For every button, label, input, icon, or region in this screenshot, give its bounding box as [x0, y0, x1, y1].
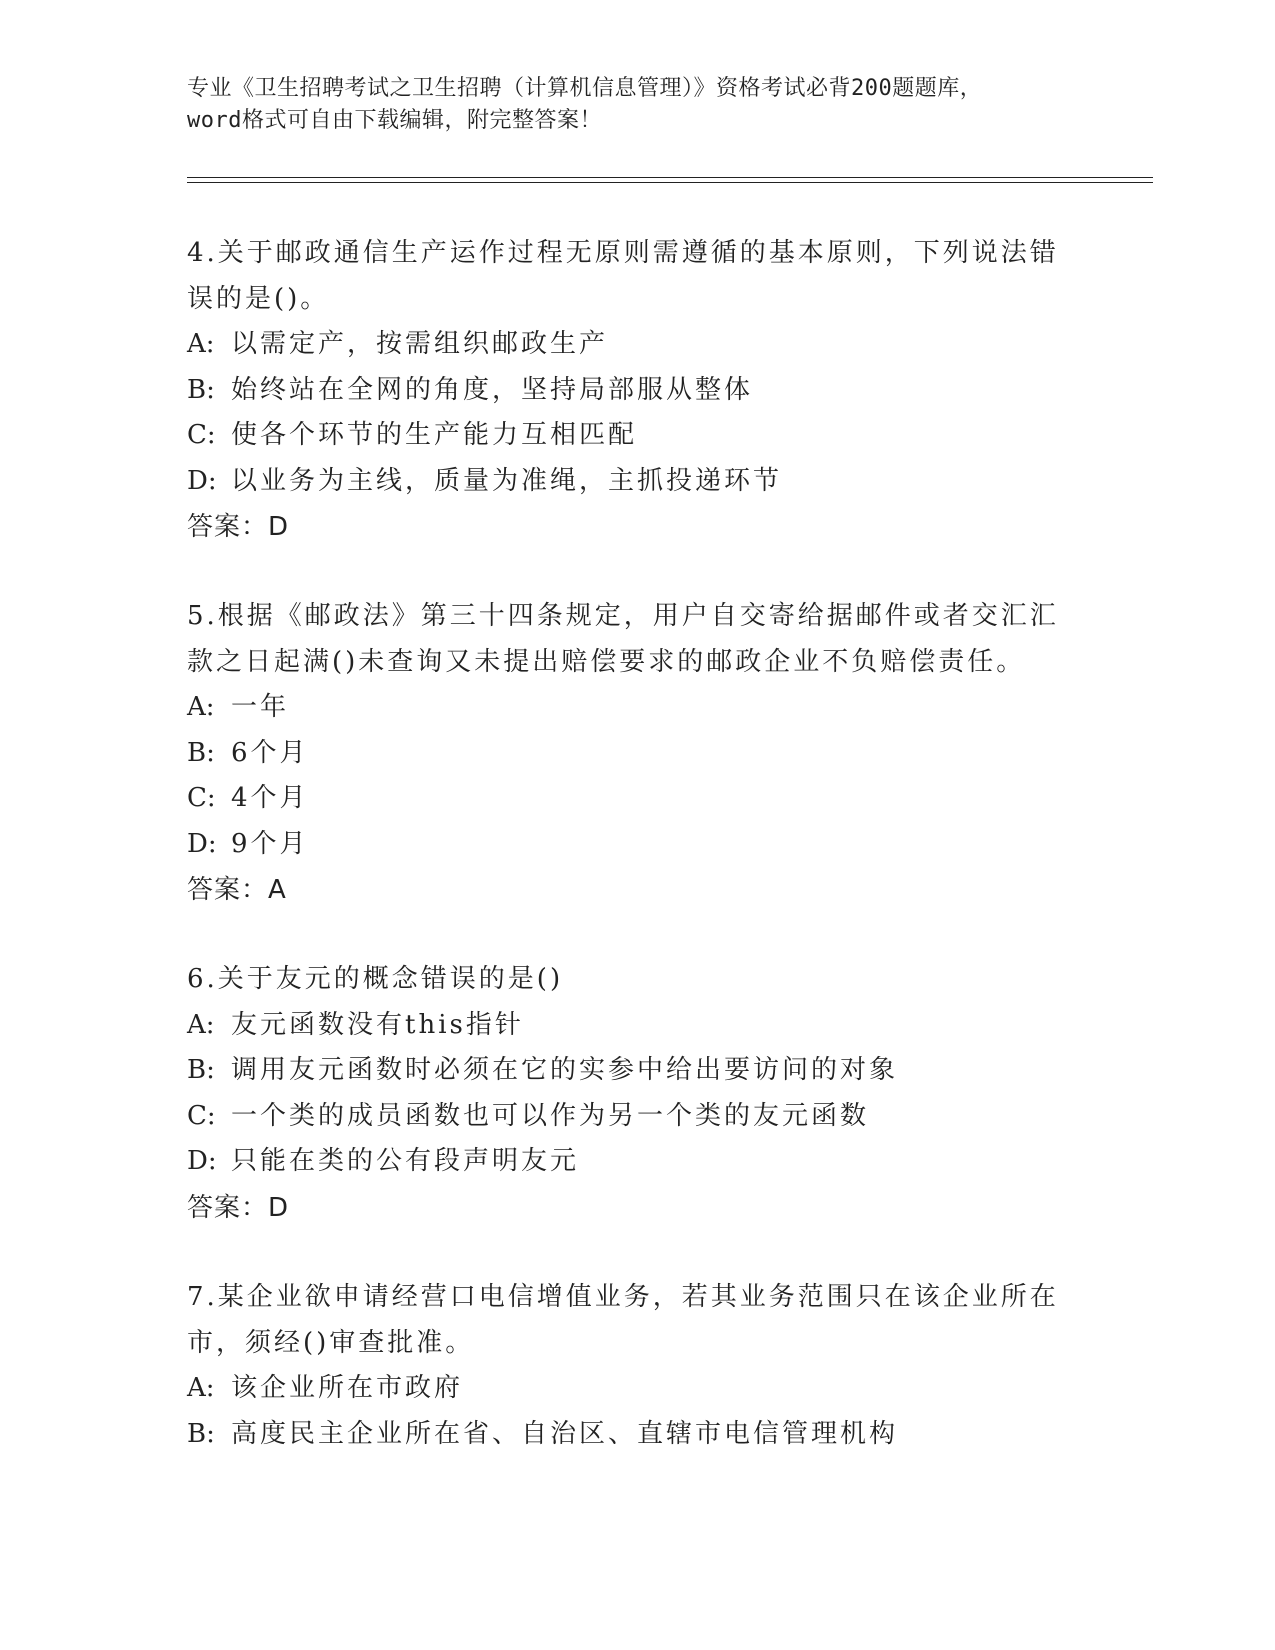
option-key: B:	[187, 374, 215, 405]
option-key: B:	[187, 737, 215, 768]
question-4	[187, 231, 1077, 551]
answer-line: 答案：D	[187, 512, 290, 542]
answer-line: 答案：A	[187, 875, 287, 905]
option-text: 以需定产，按需组织邮政生产	[231, 329, 609, 359]
option-key: A:	[187, 692, 215, 722]
option-key: C:	[187, 1100, 216, 1131]
option-text: 6个月	[231, 737, 309, 768]
option-text: 以业务为主线，质量为准绳，主抓投递环节	[231, 465, 783, 496]
option-text: 一个类的成员函数也可以作为另一个类的友元函数	[231, 1100, 870, 1131]
option-c	[187, 776, 1077, 822]
option-key: D:	[187, 1146, 217, 1176]
option-key: A:	[187, 329, 215, 359]
option-b	[187, 731, 1077, 777]
option-text: 4个月	[231, 783, 309, 813]
option-b	[187, 1412, 1077, 1458]
option-d	[187, 459, 1077, 505]
option-c	[187, 1094, 1077, 1140]
option-d	[187, 822, 1077, 868]
option-text: 使各个环节的生产能力互相匹配	[231, 420, 638, 450]
question-text-line: 市，须经()审查批准。	[187, 1327, 475, 1358]
question-5	[187, 594, 1077, 914]
option-text: 一年	[231, 692, 290, 722]
option-key: C:	[187, 783, 216, 813]
option-key: D:	[187, 828, 217, 859]
question-text-line: 7.某企业欲申请经营口电信增值业务，若其业务范围只在该企业所在	[187, 1282, 1059, 1312]
option-b	[187, 368, 1077, 414]
option-a	[187, 322, 1077, 368]
option-text: 该企业所在市政府	[231, 1373, 464, 1403]
option-c	[187, 413, 1077, 459]
question-text-line: 5.根据《邮政法》第三十四条规定，用户自交寄给据邮件或者交汇汇	[187, 601, 1059, 631]
option-key: D:	[187, 465, 217, 496]
question-text-line: 6.关于友元的概念错误的是()	[187, 964, 564, 994]
option-key: B:	[187, 1055, 215, 1085]
question-text-line: 款之日起满()未查询又未提出赔偿要求的邮政企业不负赔偿责任。	[187, 646, 1026, 677]
option-text: 只能在类的公有段声明友元	[231, 1146, 580, 1176]
header-title-line-2: word格式可自由下载编辑，附完整答案！	[187, 108, 602, 133]
header-divider-bottom	[187, 182, 1153, 183]
header-title-line-1: 专业《卫生招聘考试之卫生招聘（计算机信息管理）》资格考试必背200题题库，	[187, 76, 983, 101]
document-header	[187, 73, 1087, 137]
option-key: C:	[187, 420, 216, 450]
option-a	[187, 1366, 1077, 1412]
question-text-line: 误的是()。	[187, 283, 330, 314]
option-key: B:	[187, 1418, 215, 1449]
option-text: 9个月	[231, 828, 309, 859]
option-text: 高度民主企业所在省、自治区、直辖市电信管理机构	[231, 1418, 899, 1449]
question-6	[187, 957, 1077, 1231]
option-text: 友元函数没有this指针	[231, 1009, 524, 1040]
header-divider-top	[187, 177, 1153, 178]
option-b	[187, 1048, 1077, 1094]
option-a	[187, 685, 1077, 731]
option-a	[187, 1003, 1077, 1049]
option-d	[187, 1139, 1077, 1185]
answer-line: 答案：D	[187, 1192, 290, 1223]
option-key: A:	[187, 1373, 215, 1403]
question-7	[187, 1275, 1077, 1457]
option-text: 调用友元函数时必须在它的实参中给出要访问的对象	[231, 1055, 899, 1085]
option-key: A:	[187, 1009, 215, 1040]
option-text: 始终站在全网的角度，坚持局部服从整体	[231, 374, 754, 405]
question-text-line: 4.关于邮政通信生产运作过程无原则需遵循的基本原则，下列说法错	[187, 238, 1059, 268]
